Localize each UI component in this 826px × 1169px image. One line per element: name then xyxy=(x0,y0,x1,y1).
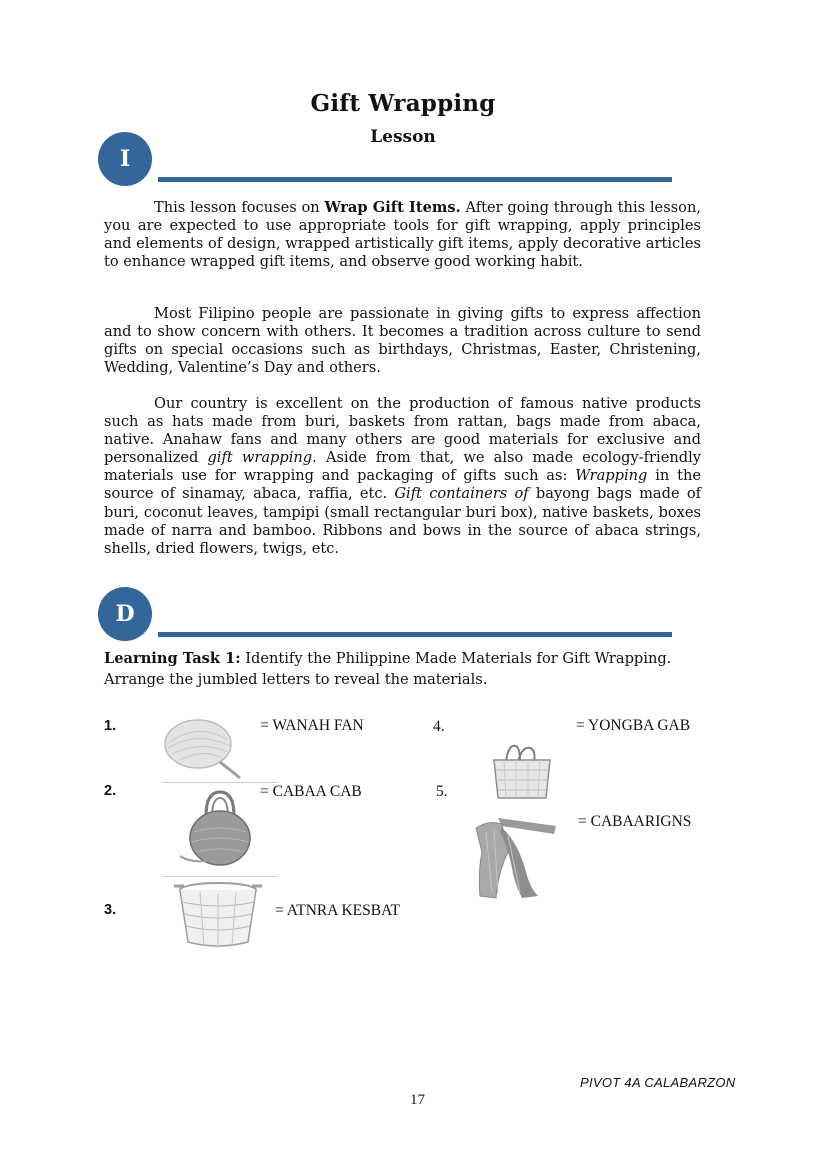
section-d-badge: D xyxy=(98,587,152,641)
bayong-bag-icon xyxy=(490,742,554,802)
section-i-divider xyxy=(158,177,672,182)
item-5-number: 5. xyxy=(436,783,448,800)
paragraph-gifts-tradition xyxy=(104,305,701,377)
learning-task-line1: Identify the Philippine Made Materials for Gift Wrapping. xyxy=(240,650,672,667)
item-4-number: 4. xyxy=(433,718,445,735)
anahaw-fan-icon xyxy=(160,714,246,784)
page-title: Gift Wrapping xyxy=(310,90,496,117)
para3-em2: Wrapping xyxy=(575,467,648,485)
paragraph-native-products xyxy=(104,395,701,558)
paragraph-gifts-tradition-text: Most Filipino people are passionate in giving gifts to express affection and to show concern with others. It becomes a tradition across culture to send gifts on special occasions such as birthdays, Christmas, Easter, Christening, Wedding, Valentine’s Day and others. xyxy=(104,305,701,377)
section-d-divider xyxy=(158,632,672,637)
intro-text-post: After going through this lesson, you are expected to use appropriate tools for gift wrapping, apply principles and elements of design, wrapped artistically gift items, apply decorative articles to enhance wrapped gift items, and observe good working habit. xyxy=(104,199,701,271)
item-1-number: 1. xyxy=(104,718,117,734)
page-number: 17 xyxy=(410,1092,425,1108)
item-5-answer: = CABAARIGNS xyxy=(578,813,692,830)
item-2-divider xyxy=(162,876,278,877)
item-3-number: 3. xyxy=(104,902,117,918)
item-1-answer: = WANAH FAN xyxy=(260,717,364,734)
abaca-strings-icon xyxy=(468,812,560,902)
learning-task-label: Learning Task 1: xyxy=(104,650,241,667)
intro-text-bold: Wrap Gift Items. xyxy=(324,199,461,216)
learning-task-line2: Arrange the jumbled letters to reveal the materials. xyxy=(104,671,488,688)
para3-part1: Our country is excellent on the production of famous native products such as hats made from buri, baskets from rattan, bags made from abaca, native. Anahaw fans and many others are good materials for exclusive and personalized xyxy=(104,395,701,467)
item-2-answer: = CABAA CAB xyxy=(260,783,362,800)
para3-part3: in the source of sinamay, abaca, raffia, etc. xyxy=(104,467,701,503)
para3-em1: gift wrapping xyxy=(207,449,313,467)
intro-paragraph xyxy=(104,199,701,271)
item-4-answer: = YONGBA GAB xyxy=(576,717,691,734)
page-subtitle: Lesson xyxy=(370,127,436,147)
abaca-bag-icon xyxy=(172,786,268,870)
learning-task-instructions xyxy=(104,648,724,690)
para3-part4: bayong bags made of buri, coconut leaves, tampipi (small rectangular buri box), native baskets, boxes made of narra and bamboo. Ribbons and bows in the source of abaca strings, shells, dried flowers, twigs, etc. xyxy=(104,485,702,557)
item-2-number: 2. xyxy=(104,783,117,799)
footer-brand: PIVOT 4A CALABARZON xyxy=(580,1075,736,1090)
para3-em3: Gift containers of xyxy=(394,485,529,503)
section-i-badge: I xyxy=(98,132,152,186)
intro-text-pre: This lesson focuses on xyxy=(154,199,325,216)
rattan-basket-icon xyxy=(170,878,266,952)
item-3-answer: = ATNRA KESBAT xyxy=(275,902,401,919)
para3-part2: . Aside from that, we also made ecology-friendly materials use for wrapping and packaging of gifts such as: xyxy=(104,449,701,485)
